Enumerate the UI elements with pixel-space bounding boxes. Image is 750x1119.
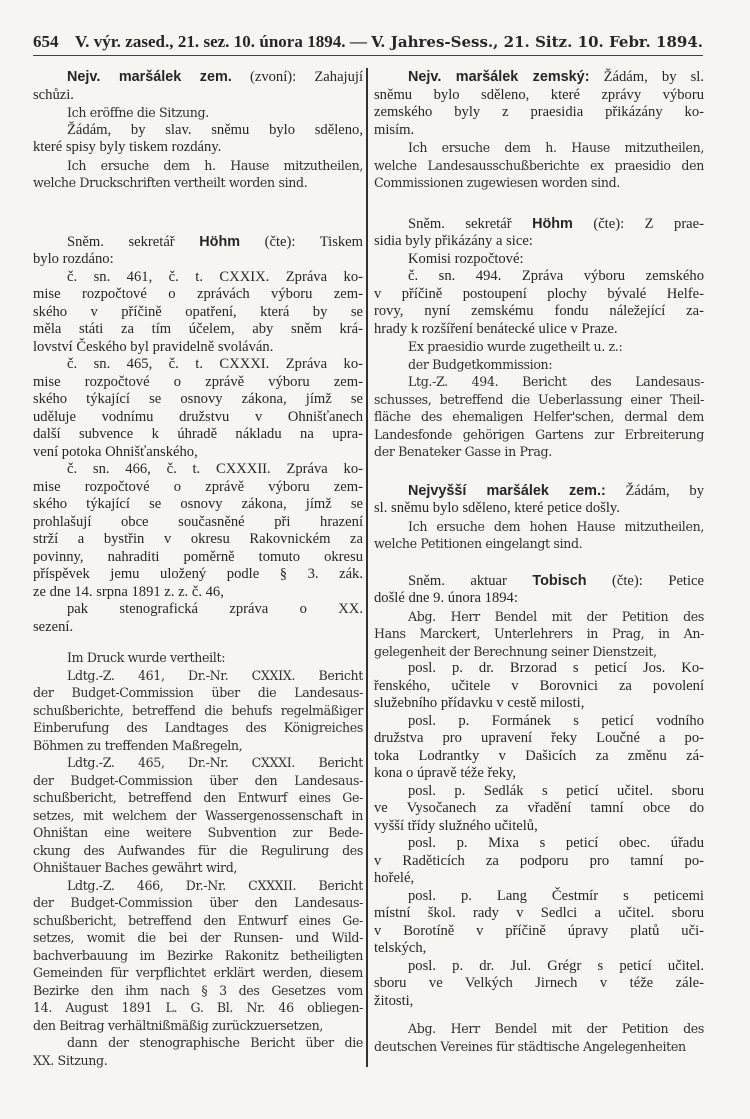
text-line: mise rozpočtové o zprávě výboru zem- bbox=[33, 373, 363, 390]
paragraph bbox=[33, 667, 363, 755]
text-line: dann der stenographische Bericht über die bbox=[67, 1035, 363, 1050]
header-rule bbox=[33, 55, 703, 56]
text-line: vení potoka Ohnišťanského, bbox=[33, 443, 198, 460]
speaker-name: Tobisch bbox=[532, 572, 587, 589]
text-line bbox=[374, 216, 704, 234]
text-segment: Sněm. aktuar bbox=[408, 572, 533, 589]
text-segment: Žádám, by sl. bbox=[589, 69, 704, 85]
text-segment: (zvoní): Zahajují bbox=[231, 69, 364, 85]
text-line: Ldtg.-Z. 465, Dr.-Nr. CXXXI. Bericht bbox=[67, 755, 363, 770]
text-line: schußberichte, betreffend die behufs regelmäßiger bbox=[33, 702, 363, 718]
text-line: toka Lodrantky v Dašicích za změnu zá- bbox=[374, 747, 704, 764]
text-line: gelegenheit der Berechnung seiner Dienstzeit, bbox=[374, 643, 657, 659]
text-line: Žádám, by slav. sněmu bylo sděleno, bbox=[67, 121, 363, 138]
text-segment: Žádám, by bbox=[605, 482, 704, 499]
column-divider bbox=[366, 68, 368, 1067]
text-line: uděluje vodnímu družstvu v Ohnišťanech bbox=[33, 408, 363, 425]
header-czech: V. výr. zased., 21. sez. 10. února 1894. — bbox=[75, 32, 367, 51]
text-line: Landesfonde gehörigen Gartens zur Erbreiterung bbox=[374, 426, 704, 442]
text-line: den Beitrag verhältnißmäßig zurückzuersetzen, bbox=[33, 1017, 324, 1033]
text-line: der Budget-Commission über den Landesaus- bbox=[33, 895, 363, 910]
paragraph bbox=[374, 373, 704, 461]
text-line: mise rozpočtové o zprávách výboru zem- bbox=[33, 286, 363, 302]
text-line: posl. p. Formánek s peticí vodního bbox=[408, 712, 704, 729]
text-line: XX. Sitzung. bbox=[33, 1052, 108, 1068]
text-line: schůzi. bbox=[33, 86, 74, 103]
text-line: posl. p. Sedlák s peticí učitel. sboru bbox=[408, 782, 704, 799]
text-line: strží a bystřin v okresu Rakovnickém za bbox=[33, 531, 363, 547]
text-line: posl. p. dr. Jul. Grégr s peticí učitel. bbox=[408, 957, 704, 974]
paragraph bbox=[33, 122, 363, 157]
speech-block bbox=[33, 649, 363, 1069]
paragraph bbox=[33, 877, 363, 1035]
text-line: bachverbauung im Bezirke Rakonitz betheiligten bbox=[33, 947, 363, 963]
text-line: Ohništan eine weitere Subvention zur Bede- bbox=[33, 825, 363, 840]
text-line: ského týkající se osnovy zákona, jímž se bbox=[33, 391, 363, 407]
text-line: sezení. bbox=[33, 618, 74, 635]
text-line: Abg. Herr Bendel mit der Petition des bbox=[408, 608, 704, 624]
paragraph bbox=[374, 958, 704, 1011]
text-line: příspěvek jemu uložený podle § 3. zák. bbox=[33, 566, 363, 582]
text-line: v Borotíně v příčině úpravy platů uči- bbox=[374, 922, 704, 939]
speech-block bbox=[374, 573, 704, 1011]
speech-block bbox=[374, 483, 704, 553]
paragraph bbox=[374, 251, 704, 269]
left-column bbox=[33, 69, 363, 1069]
header-title bbox=[75, 32, 703, 52]
text-line: bylo rozdáno: bbox=[33, 251, 114, 267]
paragraph bbox=[374, 483, 704, 518]
text-line: sidia byly přikázány a sice: bbox=[374, 233, 533, 249]
text-line: lovství Českého byl pravidelně svoláván. bbox=[33, 338, 274, 355]
text-line: schusses, betreffend die Ueberlassung einer Theil- bbox=[374, 391, 704, 407]
paragraph bbox=[374, 1020, 704, 1055]
paragraph bbox=[374, 216, 704, 251]
text-line: pak stenografická zpráva o XX. bbox=[67, 601, 363, 617]
paragraph bbox=[374, 713, 704, 783]
speech-block bbox=[33, 69, 363, 192]
text-line: Ich eröffne die Sitzung. bbox=[67, 105, 209, 120]
text-line bbox=[374, 483, 704, 501]
paragraph bbox=[374, 69, 704, 139]
speech-block bbox=[33, 234, 363, 637]
text-line: ze dne 14. srpna 1891 z. z. č. 46, bbox=[33, 583, 224, 600]
right-column bbox=[374, 69, 704, 1055]
text-segment: Sněm. sekretář bbox=[408, 215, 533, 232]
text-line: č. sn. 466, č. t. CXXXII. Zpráva ko- bbox=[67, 461, 363, 477]
text-line: služebního přídavku v cestě milosti, bbox=[374, 695, 585, 711]
paragraph bbox=[374, 573, 704, 608]
page-number: 654 bbox=[33, 32, 59, 51]
paragraph bbox=[33, 1034, 363, 1069]
text-line: v Raděticích za podporu pro tamní po- bbox=[374, 852, 704, 869]
paragraph bbox=[374, 139, 704, 192]
text-line: Im Druck wurde vertheilt: bbox=[67, 650, 226, 665]
text-line: Ex praesidio wurde zugetheilt u. z.: bbox=[408, 339, 623, 354]
text-line: posl. p. Mixa s peticí obec. úřadu bbox=[408, 835, 704, 851]
text-line: rovy, nyní zemskému fondu náležející za- bbox=[374, 303, 704, 319]
text-line: další subvence k úhradě nákladu na upra- bbox=[33, 426, 363, 442]
paragraph bbox=[374, 608, 704, 661]
paragraph bbox=[374, 888, 704, 958]
text-line: č. sn. 461, č. t. CXXIX. Zpráva ko- bbox=[67, 268, 363, 285]
text-line: sl. sněmu bylo sděleno, které petice došly. bbox=[374, 500, 620, 516]
text-line: hořelé, bbox=[374, 870, 415, 886]
text-line: ského týkající se osnovy zákona, jímž se bbox=[33, 496, 363, 512]
paragraph bbox=[374, 660, 704, 713]
text-line: Ich ersuche dem h. Hause mitzutheilen, bbox=[408, 140, 704, 155]
text-line: řenského, učitele v Borovnici za povolení bbox=[374, 677, 704, 694]
text-line: vyšší třídy služného učitelů, bbox=[374, 817, 538, 834]
text-line: fläche des ehemaligen Helfer'schen, dermal dem bbox=[374, 409, 704, 424]
text-segment: Sněm. sekretář bbox=[67, 233, 200, 250]
paragraph bbox=[374, 338, 704, 356]
text-line: družstva pro upravení řeky Loučné a po- bbox=[374, 730, 704, 746]
text-line: sboru ve Velkých Jirnech v téže zále- bbox=[374, 975, 704, 991]
paragraph bbox=[374, 518, 704, 553]
text-line bbox=[33, 234, 363, 252]
text-line bbox=[33, 69, 363, 87]
text-line: hrady k rozšíření benátecké ulice v Praze. bbox=[374, 320, 618, 337]
text-line: Ohništauer Baches gewährt wird, bbox=[33, 860, 238, 875]
text-line: které spisy byly tiskem rozdány. bbox=[33, 139, 222, 155]
text-line: Ltg.-Z. 494. Bericht des Landesaus- bbox=[408, 374, 704, 389]
text-line: der Benateker Gasse in Prag. bbox=[374, 444, 552, 459]
text-line: Commissionen zugewiesen worden sind. bbox=[374, 175, 620, 190]
text-line: der Budget-Commission über den Landesaus- bbox=[33, 772, 363, 788]
text-segment: (čte): Z prae- bbox=[572, 215, 704, 232]
text-line: došlé dne 9. února 1894: bbox=[374, 590, 518, 606]
paragraph bbox=[33, 157, 363, 192]
speaker-name: Höhm bbox=[199, 233, 241, 250]
text-line: deutschen Vereines für städtische Angelegenheiten bbox=[374, 1038, 686, 1054]
text-line: telských, bbox=[374, 940, 427, 956]
text-line: Abg. Herr Bendel mit der Petition des bbox=[408, 1021, 704, 1036]
paragraph bbox=[33, 104, 363, 122]
paragraph bbox=[33, 269, 363, 357]
paragraph bbox=[374, 783, 704, 836]
text-line bbox=[374, 573, 704, 591]
text-line: welche Druckschriften vertheilt worden sind. bbox=[33, 175, 308, 190]
speech-block bbox=[374, 1020, 704, 1055]
paragraph bbox=[33, 601, 363, 636]
text-line: ského v příčině opatření, která by se bbox=[33, 303, 363, 320]
text-line: Hans Marckert, Unterlehrers in Prag, in An- bbox=[374, 626, 704, 641]
paragraph bbox=[33, 754, 363, 877]
text-line: Bezirke den ihm nach § 3 des Gesetzes vom bbox=[33, 982, 363, 998]
speaker-name: Höhm bbox=[532, 215, 573, 232]
text-line: měla státi za tím účelem, aby sněm krá- bbox=[33, 321, 363, 337]
text-line: sněmu bylo sděleno, které zprávy výboru bbox=[374, 86, 704, 103]
text-line: povinny, nahraditi poměrně tomuto okresu bbox=[33, 548, 363, 565]
text-line: v příčině postoupení plochy bývalé Helfe- bbox=[374, 285, 704, 302]
text-segment: (čte): Tiskem bbox=[240, 233, 364, 250]
text-line bbox=[374, 69, 704, 87]
text-line: Ldtg.-Z. 466, Dr.-Nr. CXXXII. Bericht bbox=[67, 877, 363, 893]
paragraph bbox=[33, 69, 363, 104]
text-line: Komisi rozpočtové: bbox=[408, 250, 524, 267]
text-line: der Budgetkommission: bbox=[408, 356, 553, 372]
text-line: ve Vysočanech za vřadění tamní obce do bbox=[374, 800, 704, 816]
speaker-name: Nejv. maršálek zemský: bbox=[408, 69, 590, 85]
text-line: misím. bbox=[374, 121, 415, 138]
header-german: V. Jahres-Sess., 21. Sitz. 10. Febr. 1894. bbox=[371, 33, 703, 51]
text-line: ckung des Aufwandes für die Regulirung des bbox=[33, 842, 363, 858]
text-line: zemského byly z praesidia přikázány ko- bbox=[374, 104, 704, 120]
text-line: žitosti, bbox=[374, 992, 414, 1009]
text-line: schußbericht, betreffend den Entwurf eines Ge- bbox=[33, 790, 363, 805]
speaker-name: Nejv. maršálek zem. bbox=[67, 69, 232, 85]
text-line: 14. August 1891 L. G. Bl. Nr. 46 obliegen- bbox=[33, 1000, 363, 1015]
text-line: č. sn. 494. Zpráva výboru zemského bbox=[408, 268, 704, 284]
paragraph bbox=[374, 268, 704, 338]
text-line: Böhmen zu treffenden Maßregeln, bbox=[33, 737, 243, 753]
text-line: č. sn. 465, č. t. CXXXI. Zpráva ko- bbox=[67, 356, 363, 372]
speaker-name: Nejvyšší maršálek zem.: bbox=[408, 482, 606, 499]
speech-block bbox=[374, 69, 704, 192]
paragraph bbox=[33, 461, 363, 601]
text-line: Ich ersuche dem hohen Hause mitzutheilen, bbox=[408, 518, 704, 534]
text-line: welche Landesausschußberichte ex praesidio den bbox=[374, 157, 704, 173]
paragraph bbox=[374, 356, 704, 374]
paragraph bbox=[33, 356, 363, 461]
text-line: welche Petitionen eingelangt sind. bbox=[374, 536, 583, 551]
text-line: posl. p. Lang Čestmír s peticemi bbox=[408, 887, 704, 904]
text-line: der Budget-Commission über die Landesaus- bbox=[33, 685, 363, 700]
text-line: Gemeinden für verpflichtet erklärt werden, diesem bbox=[33, 965, 363, 980]
text-line: Ldtg.-Z. 461, Dr.-Nr. CXXIX. Bericht bbox=[67, 667, 363, 683]
paragraph bbox=[33, 234, 363, 269]
text-line: místní škol. rady v Sedlci a učitel. sboru bbox=[374, 905, 704, 921]
text-line: posl. p. dr. Brzorad s peticí Jos. Ko- bbox=[408, 660, 704, 676]
text-line: mise rozpočtové o zprávě výboru zem- bbox=[33, 478, 363, 495]
text-line: setzes, womit die bei der Runsen- und Wild- bbox=[33, 930, 363, 945]
text-line: prohlašují obce současněné při hrazení bbox=[33, 513, 363, 530]
text-line: kona o úpravě téže řeky, bbox=[374, 765, 517, 781]
paragraph bbox=[33, 649, 363, 667]
text-line: Einberufung des Landtages des Königreiches bbox=[33, 720, 363, 735]
paragraph bbox=[374, 835, 704, 888]
speech-block bbox=[374, 216, 704, 461]
text-line: schußbericht, betreffend den Entwurf eines Ge- bbox=[33, 912, 363, 928]
text-line: Ich ersuche dem h. Hause mitzutheilen, bbox=[67, 157, 363, 173]
running-header bbox=[33, 32, 703, 54]
text-segment: (čte): Petice bbox=[586, 572, 704, 589]
text-line: setzes, mit welchem der Wassergenossenschaft in bbox=[33, 807, 363, 823]
